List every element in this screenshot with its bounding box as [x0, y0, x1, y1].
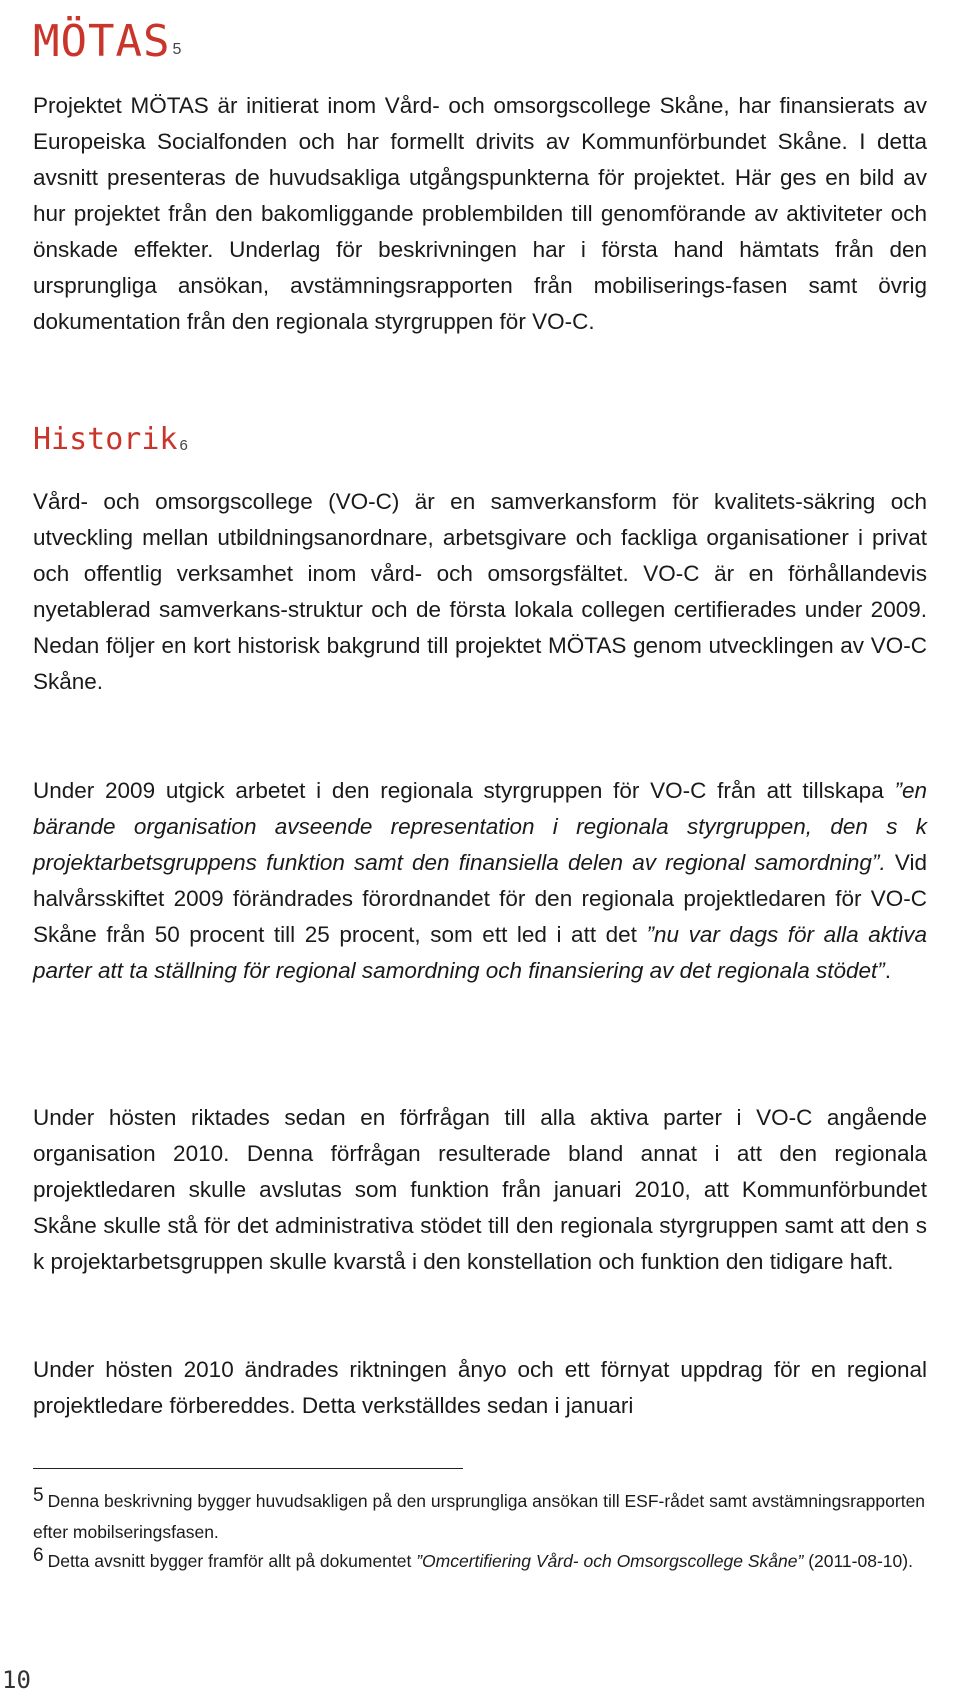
section-title — [33, 14, 182, 70]
footnote-5 — [33, 1486, 927, 1547]
page-number: 10 — [2, 1666, 31, 1694]
historik-paragraph-1: Vård- och omsorgscollege (VO-C) är en samverkansform för kvalitets-säkring och utveckling mellan utbildningsanordnare, arbetsgivare och fackliga organisationer i privat och offentlig verksamhet inom vård- och omsorgsfältet. VO-C är en förhållandevis nyetablerad samverkans-struktur och de första lokala collegen certifierades under 2009. Nedan följer en kort historisk bakgrund till projektet MÖTAS genom utvecklingen av VO-C Skåne. — [33, 489, 927, 694]
footnote-separator — [33, 1468, 463, 1469]
section-title-text: MÖTAS — [33, 16, 171, 67]
para2-quote-2: ”nu var dags för alla aktiva parter att ta ställning för regional samordning och finansiering av det regionala stödet” — [33, 922, 927, 983]
footnote-6-text-before: Detta avsnitt bygger framför allt på dokumentet — [47, 1551, 417, 1571]
historik-paragraph-3: Under hösten riktades sedan en förfrågan till alla aktiva parter i VO-C angående organisation 2010. Denna förfrågan resulterade bland annat i att den regionala projektledaren skulle avslutas som funktion från januari 2010, att Kommunförbundet Skåne skulle stå för det administrativa stödet till den regionala styrgruppen samt att den s k projektarbetsgruppen skulle kvarstå i den konstellation och funktion den tidigare haft. — [33, 1105, 927, 1274]
footnote-ref-5[interactable]: 5 — [172, 41, 183, 58]
footnote-6 — [33, 1546, 927, 1577]
historik-paragraph-4: Under hösten 2010 ändrades riktningen ånyo och ett förnyat uppdrag för en regional projektledare förbereddes. Detta verkställdes sedan i januari — [33, 1357, 927, 1418]
para2-text-1: Under 2009 utgick arbetet i den regionala styrgruppen för VO-C från att tillskapa — [33, 778, 895, 803]
para2-text-2: Vid halvårsskiftet 2009 förändrades förordnandet för den regionala projektledaren för VO-C Skåne från 50 procent till 25 procent, som ett led i att det — [33, 850, 927, 947]
footnote-6-text-after: (2011-08-10). — [803, 1551, 913, 1571]
footnote-6-document-title: ”Omcertifiering Vård- och Omsorgscollege Skåne” — [416, 1551, 804, 1571]
intro-paragraph: Projektet MÖTAS är initierat inom Vård- och omsorgscollege Skåne, har finansierats av Europeiska Socialfonden och har formellt drivits av Kommunförbundet Skåne. I detta avsnitt presenteras de huvudsakliga utgångspunkterna för projektet. Här ges en bild av hur projektet från den bakomliggande problembilden till genomförande av aktiviteter och önskade effekter. Underlag för beskrivningen har i första hand hämtats från den ursprungliga ansökan, avstämningsrapporten från mobiliserings-fasen samt övrig dokumentation från den regionala styrgruppen för VO-C. — [33, 93, 927, 334]
footnote-ref-6[interactable]: 6 — [179, 437, 188, 454]
historik-heading — [33, 420, 188, 460]
footnote-6-number: 6 — [33, 1545, 44, 1566]
historik-heading-text: Historik — [33, 422, 178, 457]
para2-quote-1: ”en bärande organisation avseende representation i regionala styrgruppen, den s k projektarbetsgruppens funktion samt den finansiella delen av regional samordning”. — [33, 778, 927, 875]
footnote-5-number: 5 — [33, 1485, 44, 1506]
para2-text-3: . — [884, 958, 892, 983]
historik-paragraph-2 — [33, 773, 927, 989]
footnote-5-text: Denna beskrivning bygger huvudsakligen på den ursprungliga ansökan till ESF-rådet samt avstämningsrapporten efter mobilseringsfasen. — [33, 1491, 926, 1542]
